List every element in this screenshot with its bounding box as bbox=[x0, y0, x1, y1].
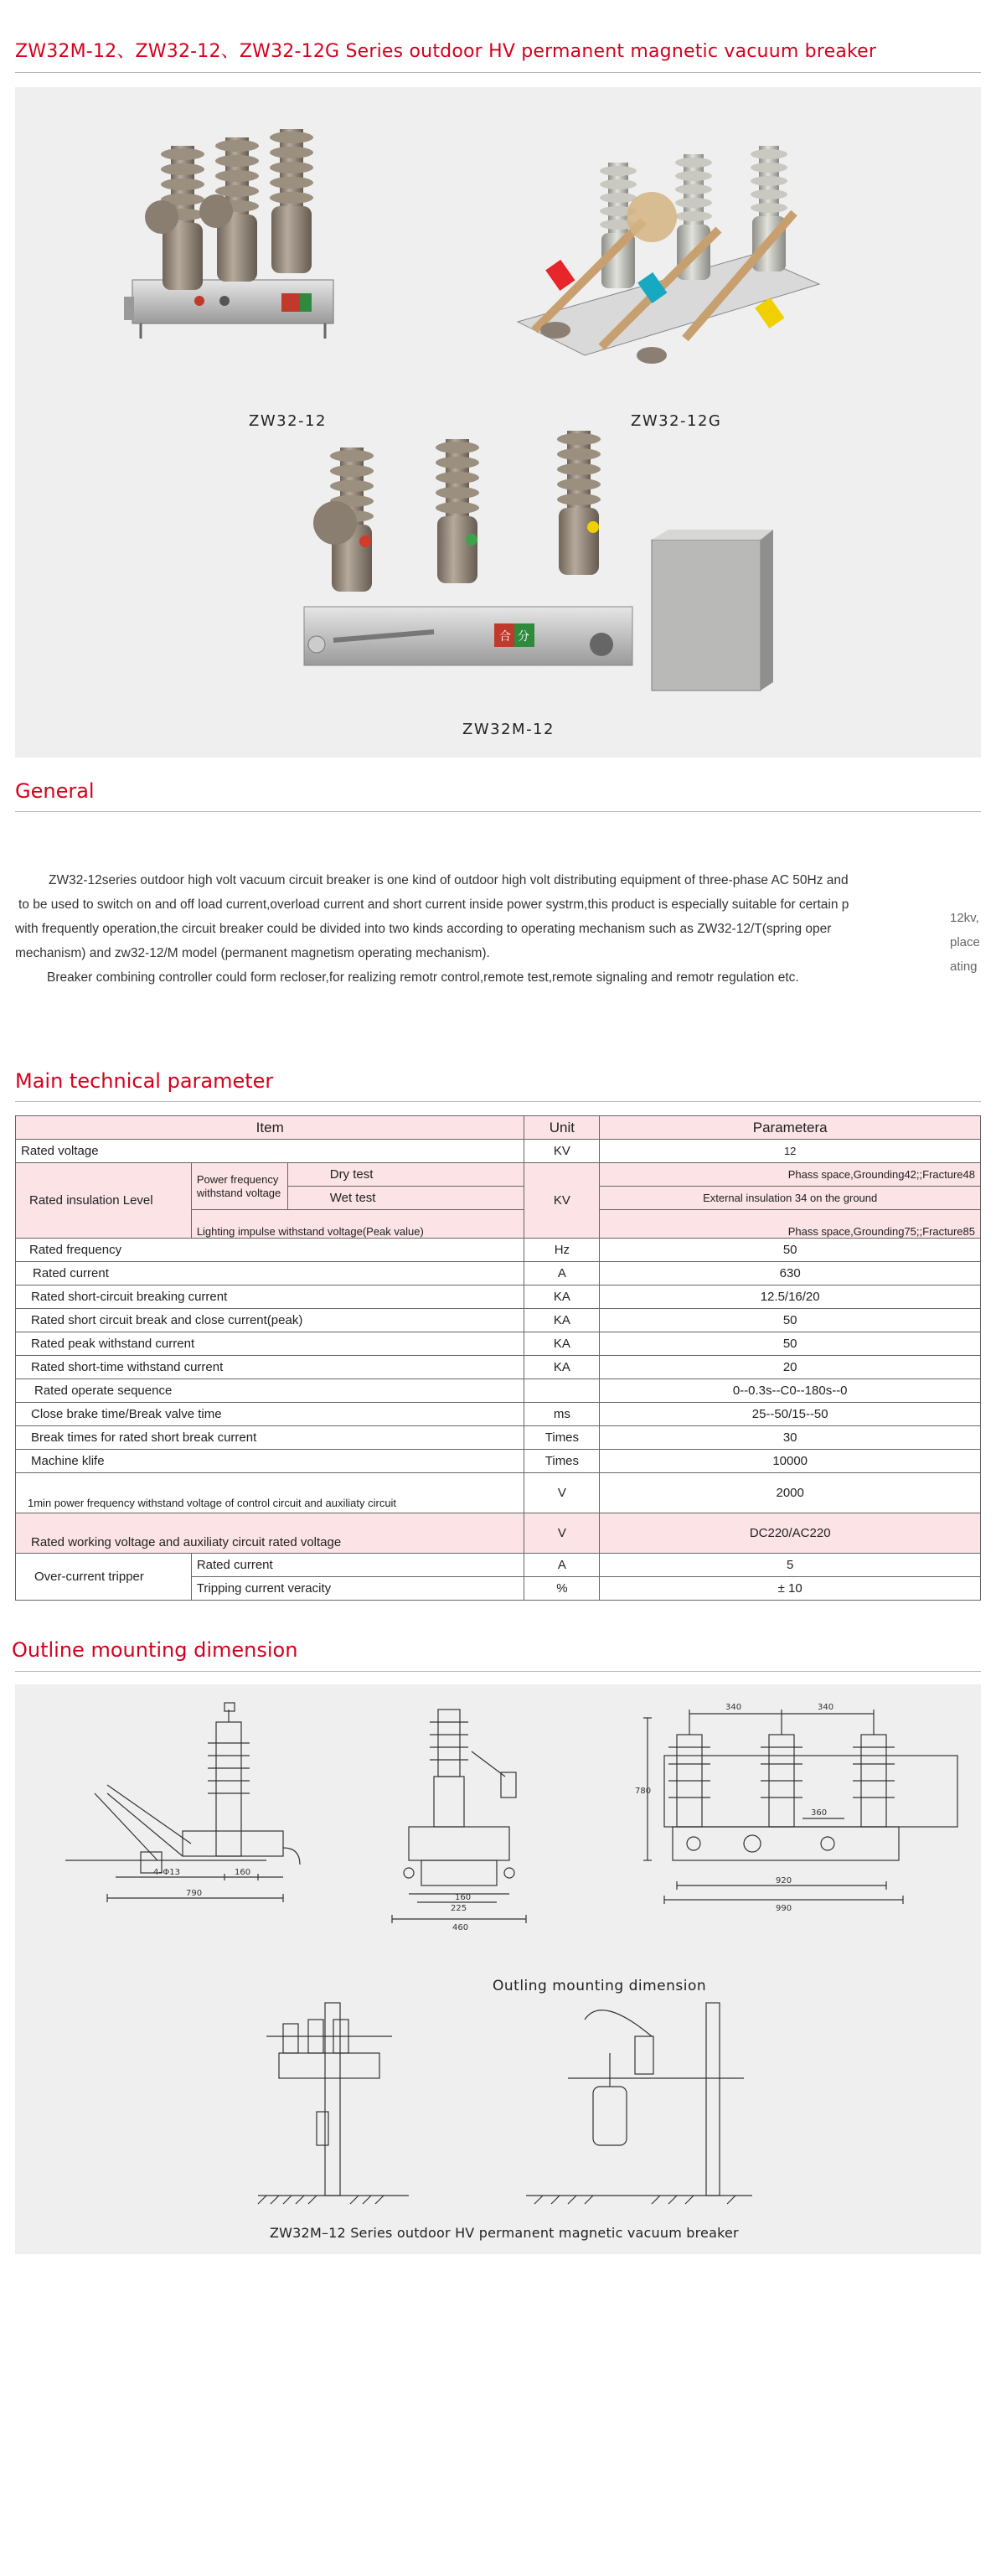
page-title: ZW32M-12、ZW32-12、ZW32-12G Series outdoor HV permanent magnetic vacuum breaker bbox=[15, 41, 877, 62]
dim-left-a: 4–Φ13 bbox=[153, 1868, 180, 1877]
table-row: Rated voltage KV 12 bbox=[16, 1140, 981, 1163]
product-photo-zw32-12g bbox=[518, 146, 819, 364]
drawing-front-view bbox=[392, 1710, 526, 1923]
general-divider bbox=[15, 811, 981, 812]
col-param: Parametera bbox=[600, 1116, 981, 1140]
params-table bbox=[15, 1115, 981, 1601]
table-row: Rated short-time withstand current KA 20 bbox=[16, 1356, 981, 1379]
caption-zw32-12: ZW32-12 bbox=[249, 412, 327, 430]
drawing-three-pole-view bbox=[643, 1710, 957, 1904]
product-photos bbox=[15, 87, 981, 758]
table-row: Rated short-circuit breaking current KA 12.5/16/20 bbox=[16, 1285, 981, 1309]
table-row: Rated frequency Hz 50 bbox=[16, 1239, 981, 1262]
table-row: 1min power frequency withstand voltage of control circuit and auxiliaty circuit V 2000 bbox=[16, 1473, 981, 1513]
close-label: 合 bbox=[499, 630, 511, 644]
dim-left-b: 160 bbox=[235, 1868, 251, 1877]
caption-zw32m-12: ZW32M-12 bbox=[462, 721, 555, 738]
table-row: Over-current tripper Rated current A 5 bbox=[16, 1554, 981, 1577]
dim-right-c: 780 bbox=[635, 1787, 652, 1796]
table-row: Rated operate sequence 0--0.3s--C0--180s--0 bbox=[16, 1379, 981, 1403]
table-row: Rated short circuit break and close current(peak) KA 50 bbox=[16, 1309, 981, 1332]
params-heading: Main technical parameter bbox=[15, 1069, 274, 1093]
drawing-side-view bbox=[65, 1703, 300, 1902]
outline-drawings bbox=[15, 1684, 981, 2254]
table-header-row bbox=[16, 1116, 981, 1140]
product-photo-zw32m-12 bbox=[304, 431, 773, 691]
params-divider bbox=[15, 1101, 981, 1102]
general-line-5: Breaker combining controller could form recloser,for realizing remotr control,remote test,remote signaling and remotr regulation etc. bbox=[47, 970, 799, 985]
dim-right-a: 340 bbox=[725, 1703, 742, 1712]
table-row: Machine klife Times 10000 bbox=[16, 1450, 981, 1473]
drawing-pole-mount-left bbox=[258, 2003, 409, 2204]
product-photo-zw32-12 bbox=[124, 129, 333, 339]
dim-mid-a: 160 bbox=[455, 1893, 472, 1902]
overflow-fragment-1: 12kv, bbox=[950, 911, 979, 925]
dim-right-f: 990 bbox=[776, 1904, 792, 1913]
outline-caption-1: Outling mounting dimension bbox=[493, 1978, 707, 1994]
col-unit: Unit bbox=[524, 1116, 600, 1140]
table-row: Lighting impulse withstand voltage(Peak value) Phass space,Grounding75;;Fracture85 bbox=[16, 1210, 981, 1239]
outline-caption-2: ZW32M–12 Series outdoor HV permanent magnetic vacuum breaker bbox=[270, 2225, 739, 2241]
general-heading: General bbox=[15, 779, 95, 803]
general-line-1: ZW32-12series outdoor high volt vacuum circuit breaker is one kind of outdoor high volt distributing equipment of three-phase AC 50Hz and bbox=[49, 873, 849, 887]
table-row: Rated peak withstand current KA 50 bbox=[16, 1332, 981, 1356]
open-label: 分 bbox=[518, 630, 529, 644]
outline-heading: Outline mounting dimension bbox=[12, 1638, 298, 1662]
dim-right-b: 340 bbox=[818, 1703, 834, 1712]
title-divider bbox=[15, 72, 981, 73]
dim-right-e: 920 bbox=[776, 1876, 792, 1885]
drawing-pole-mount-right bbox=[526, 2003, 752, 2204]
dim-right-d: 360 bbox=[811, 1808, 828, 1818]
table-row: Tripping current veracity % ± 10 bbox=[16, 1577, 981, 1601]
overflow-fragment-2: place bbox=[950, 935, 980, 949]
table-row: Rated insulation Level Power frequency withstand voltage Dry test KV Phass space,Grounding42;;Fracture48 bbox=[16, 1163, 981, 1187]
general-line-3: with frequently operation,the circuit breaker could be divided into two kinds according to operating mechanism such as ZW32-12/T(spring oper bbox=[15, 922, 832, 936]
table-row: Break times for rated short break current Times 30 bbox=[16, 1426, 981, 1450]
caption-zw32-12g: ZW32-12G bbox=[631, 412, 722, 430]
table-row: Rated current A 630 bbox=[16, 1262, 981, 1285]
general-line-4: mechanism) and zw32-12/M model (permanent magnetism operating mechanism). bbox=[15, 946, 490, 960]
table-row: Close brake time/Break valve time ms 25--50/15--50 bbox=[16, 1403, 981, 1426]
outline-divider bbox=[15, 1671, 981, 1672]
dim-mid-c: 460 bbox=[452, 1923, 469, 1932]
table-row: Wet test External insulation 34 on the ground bbox=[16, 1187, 981, 1210]
dim-left-c: 790 bbox=[186, 1889, 203, 1898]
general-line-2: to be used to switch on and off load current,overload current and short current inside power systrm,this product is especially suitable for certain p bbox=[18, 897, 849, 912]
dim-mid-b: 225 bbox=[451, 1904, 467, 1913]
table-row: Rated working voltage and auxiliaty circuit rated voltage V DC220/AC220 bbox=[16, 1513, 981, 1554]
overflow-fragment-3: ating bbox=[950, 960, 978, 974]
col-item: Item bbox=[16, 1116, 524, 1140]
